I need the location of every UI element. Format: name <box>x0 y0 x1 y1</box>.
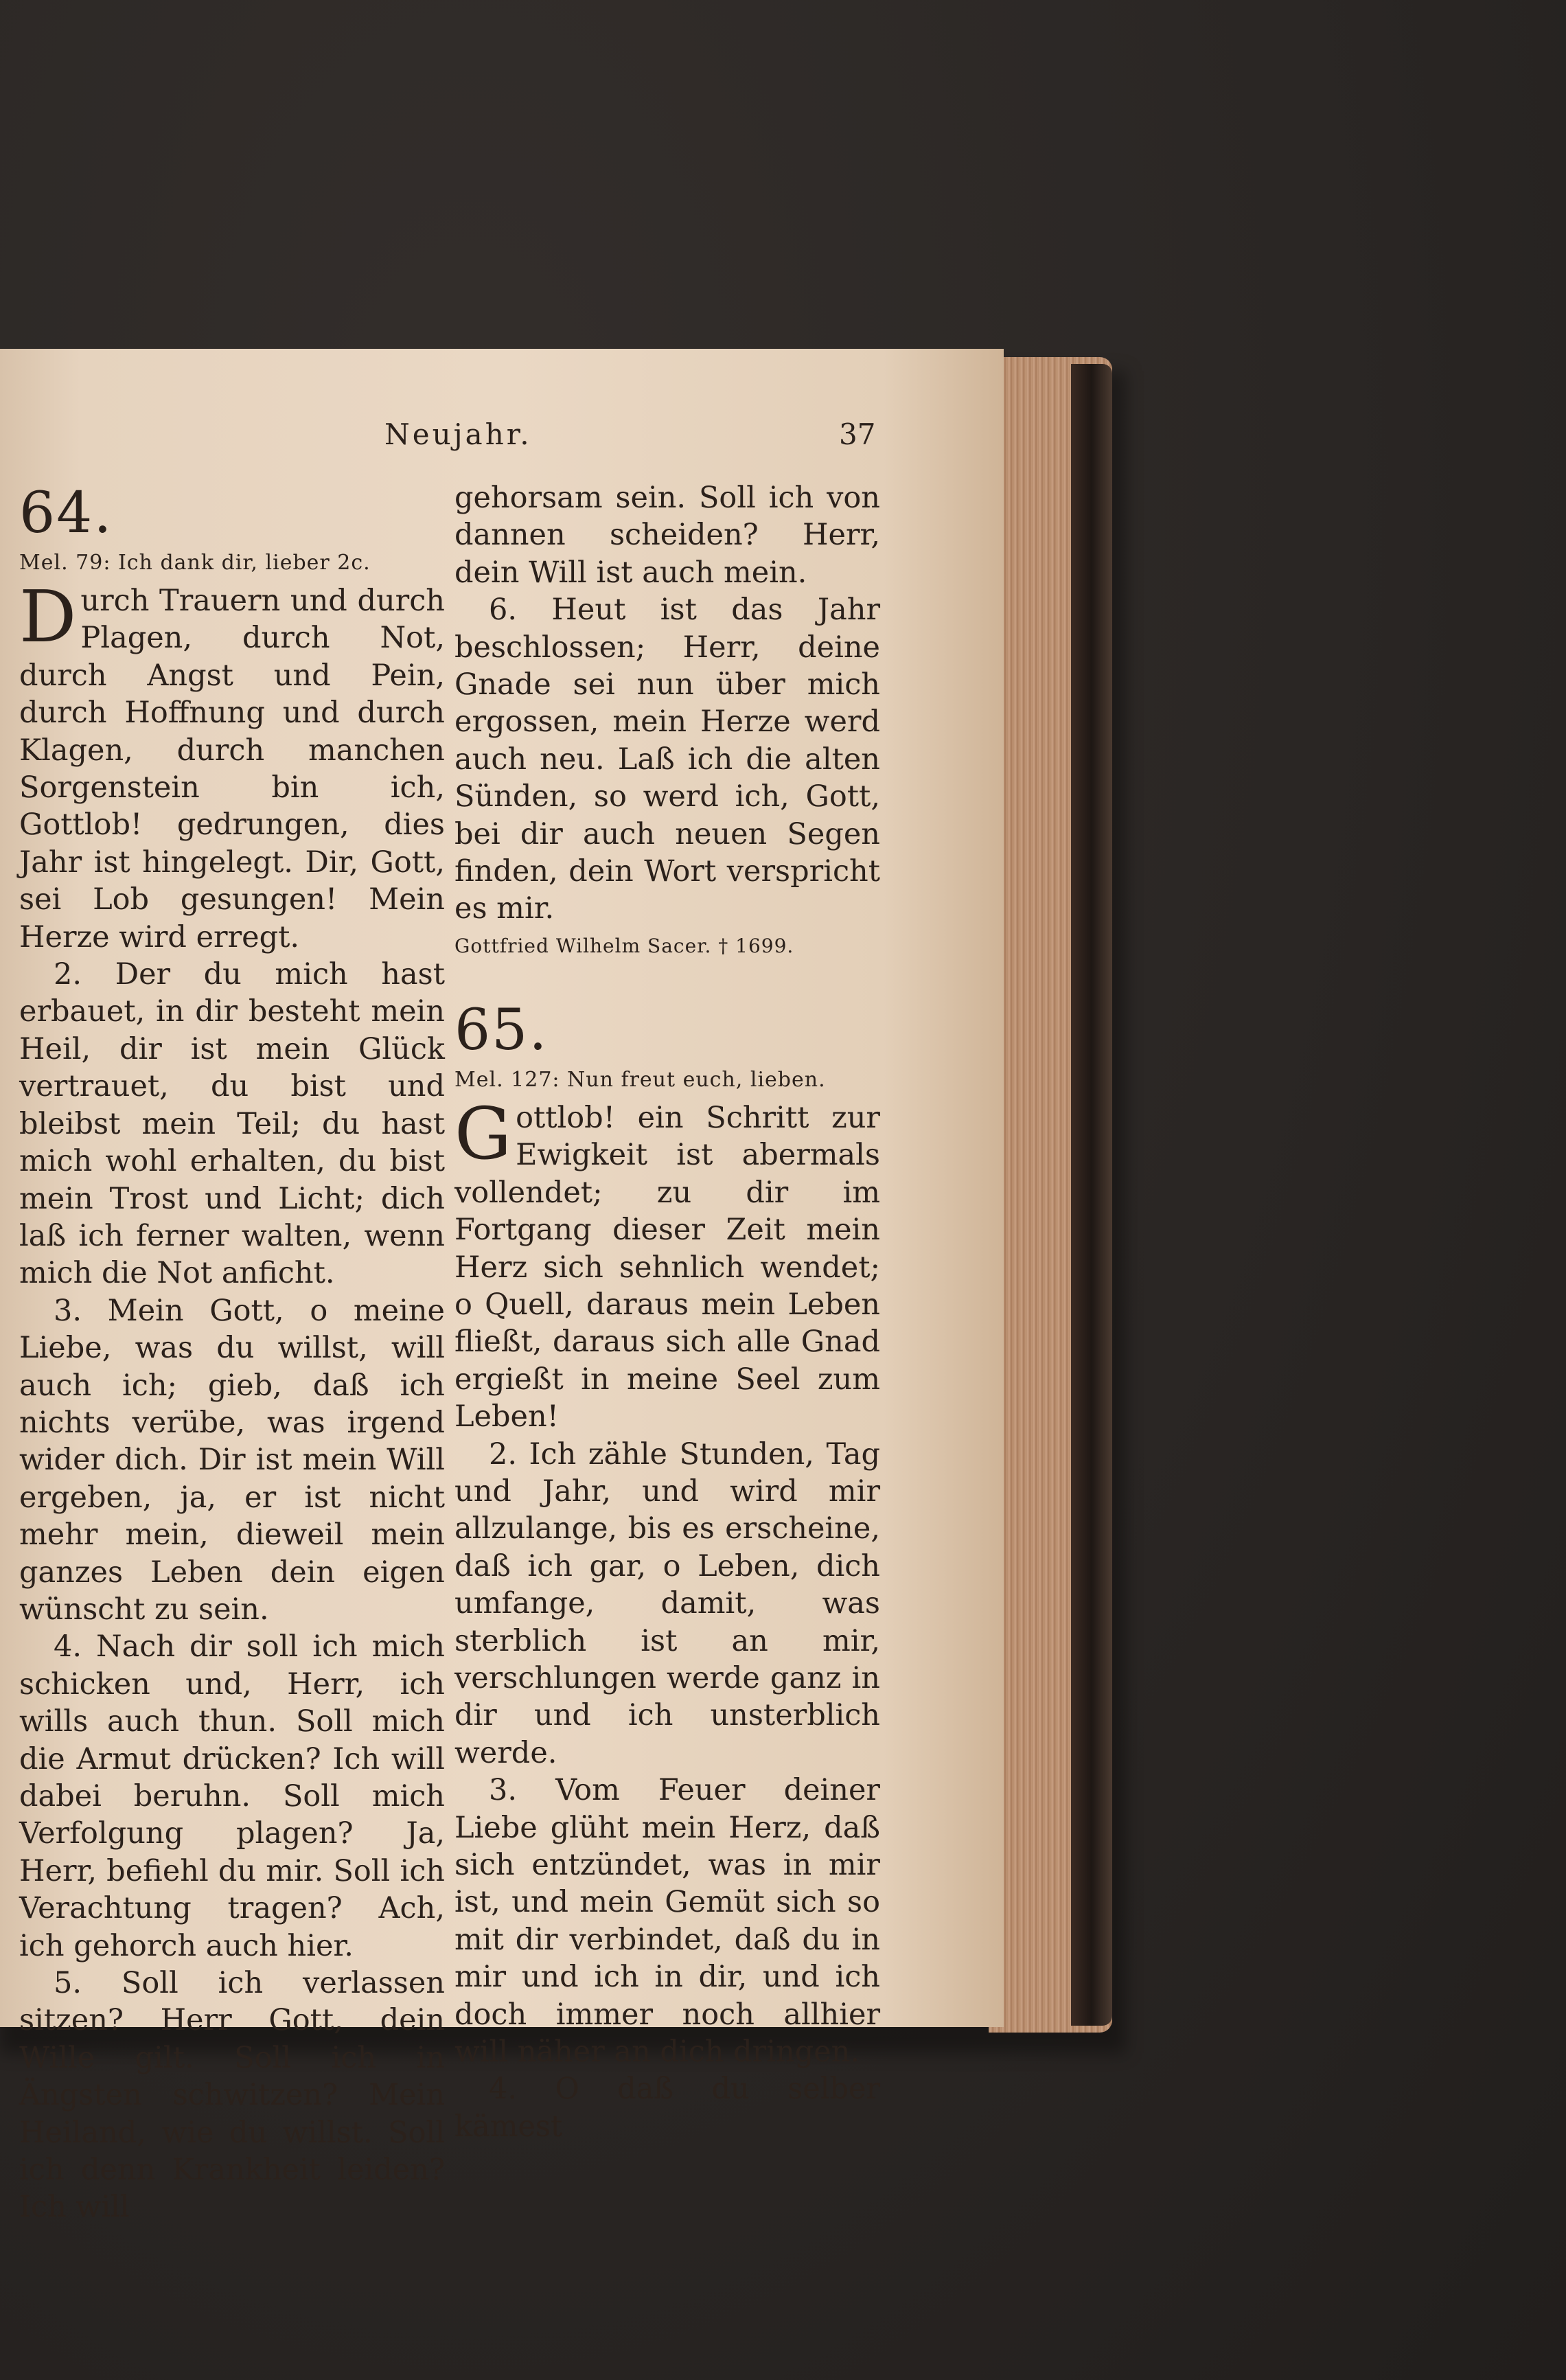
hymn-spacer <box>454 965 880 996</box>
page-number: 37 <box>839 417 876 451</box>
hymn-64-verse-5-continued: gehorsam sein. Soll ich von dannen scheiden? Herr, dein Will ist auch mein. <box>454 481 880 590</box>
hymn-65-verse-3: 3. Vom Feuer deiner Liebe glüht mein Herz, daß sich entzündet, was in mir ist, und mein Gemüt sich so mit dir verbindet, daß du in mir und ich in dir, und ich doch immer noch allhier will näher an dich dringen. <box>454 1773 880 2070</box>
hymn-65-verse-1-text: ottlob! ein Schritt zur Ewigkeit ist abermals vollendet; zu dir im Fortgang dieser Zeit mein Herz sich sehnlich wendet; o Quell, daraus mein Leben fließt, daraus sich alle Gnad ergießt in meine Seel zum Leben! <box>454 1100 880 1434</box>
hymn-65-dropcap: G <box>454 1091 512 1176</box>
hymn-64-verse-4: 4. Nach dir soll ich mich schicken und, Herr, ich wills auch thun. Soll mich die Armut drücken? Ich will dabei beruhn. Soll mich Verfolgung plagen? Ja, Herr, befiehl du mir. Soll ich Verachtung tragen? Ach, ich gehorch auch hier. <box>19 1629 445 1963</box>
hymn-65-verse-1 <box>454 1091 880 1436</box>
hymn-64-author: Gottfried Wilhelm Sacer. † 1699. <box>454 934 794 957</box>
hymn-64-verse-5: 5. Soll ich verlassen sitzen? Herr Gott, dein Wille gilt. Soll ich in Ängsten schwitzen? Mein Heiland, wie du willst. Soll ich denn Krankheit leiden? Ich will <box>19 1966 445 2225</box>
hymn-64-verse-3: 3. Mein Gott, o meine Liebe, was du willst, will auch ich; gieb, daß ich nichts verübe, was irgend wider dich. Dir ist mein Will ergeben, ja, er ist nicht mehr mein, dieweil mein ganzes Leben dein eigen wünscht zu sein. <box>19 1293 445 1627</box>
left-column <box>19 479 445 2226</box>
hymn-64-verse-2: 2. Der du mich hast erbauet, in dir besteht mein Heil, dir ist mein Glück vertrauet, du bist und bleibst mein Teil; du hast mich wohl erhalten, du bist mein Trost und Licht; dich laß ich ferner walten, wenn mich die Not anficht. <box>19 957 445 1291</box>
page-header <box>0 417 1004 466</box>
hymn-64-verse-1 <box>19 575 445 956</box>
hymn-65-number: 65. <box>454 997 549 1063</box>
hymn-65-melody: Mel. 127: Nun freut euch, lieben. <box>454 1067 826 1092</box>
hymn-65-verse-4-start: 4. O daß du selber kämest <box>454 2072 880 2144</box>
book-cover-edge <box>1071 364 1112 2026</box>
running-head: Neujahr. <box>384 417 532 451</box>
hymn-64-number: 64. <box>19 481 113 546</box>
book-page <box>0 349 1004 2225</box>
hymn-64-dropcap: D <box>19 575 77 659</box>
hymn-64-melody: Mel. 79: Ich dank dir, lieber 2c. <box>19 551 371 575</box>
hymn-65-verse-2: 2. Ich zähle Stunden, Tag und Jahr, und wird mir allzulange, bis es erscheine, daß ich gar, o Leben, dich umfange, damit, was sterblich ist an mir, verschlungen werde ganz in dir und ich unsterblich werde. <box>454 1437 880 1770</box>
right-column <box>454 479 880 2145</box>
hymn-64-verse-1-text: urch Trauern und durch Plagen, durch Not, durch Angst und Pein, durch Hoffnung und durch Klagen, durch manchen Sorgenstein bin ich, Gottlob! gedrungen, dies Jahr ist hingelegt. Dir, Gott, sei Lob gesungen! Mein Herze wird erregt. <box>19 584 445 954</box>
hymn-64-verse-6: 6. Heut ist das Jahr beschlossen; Herr, deine Gnade sei nun über mich ergossen, mein Herze werd auch neu. Laß ich die alten Sünden, so werd ich, Gott, bei dir auch neuen Segen finden, dein Wort verspricht es mir. <box>454 593 880 926</box>
